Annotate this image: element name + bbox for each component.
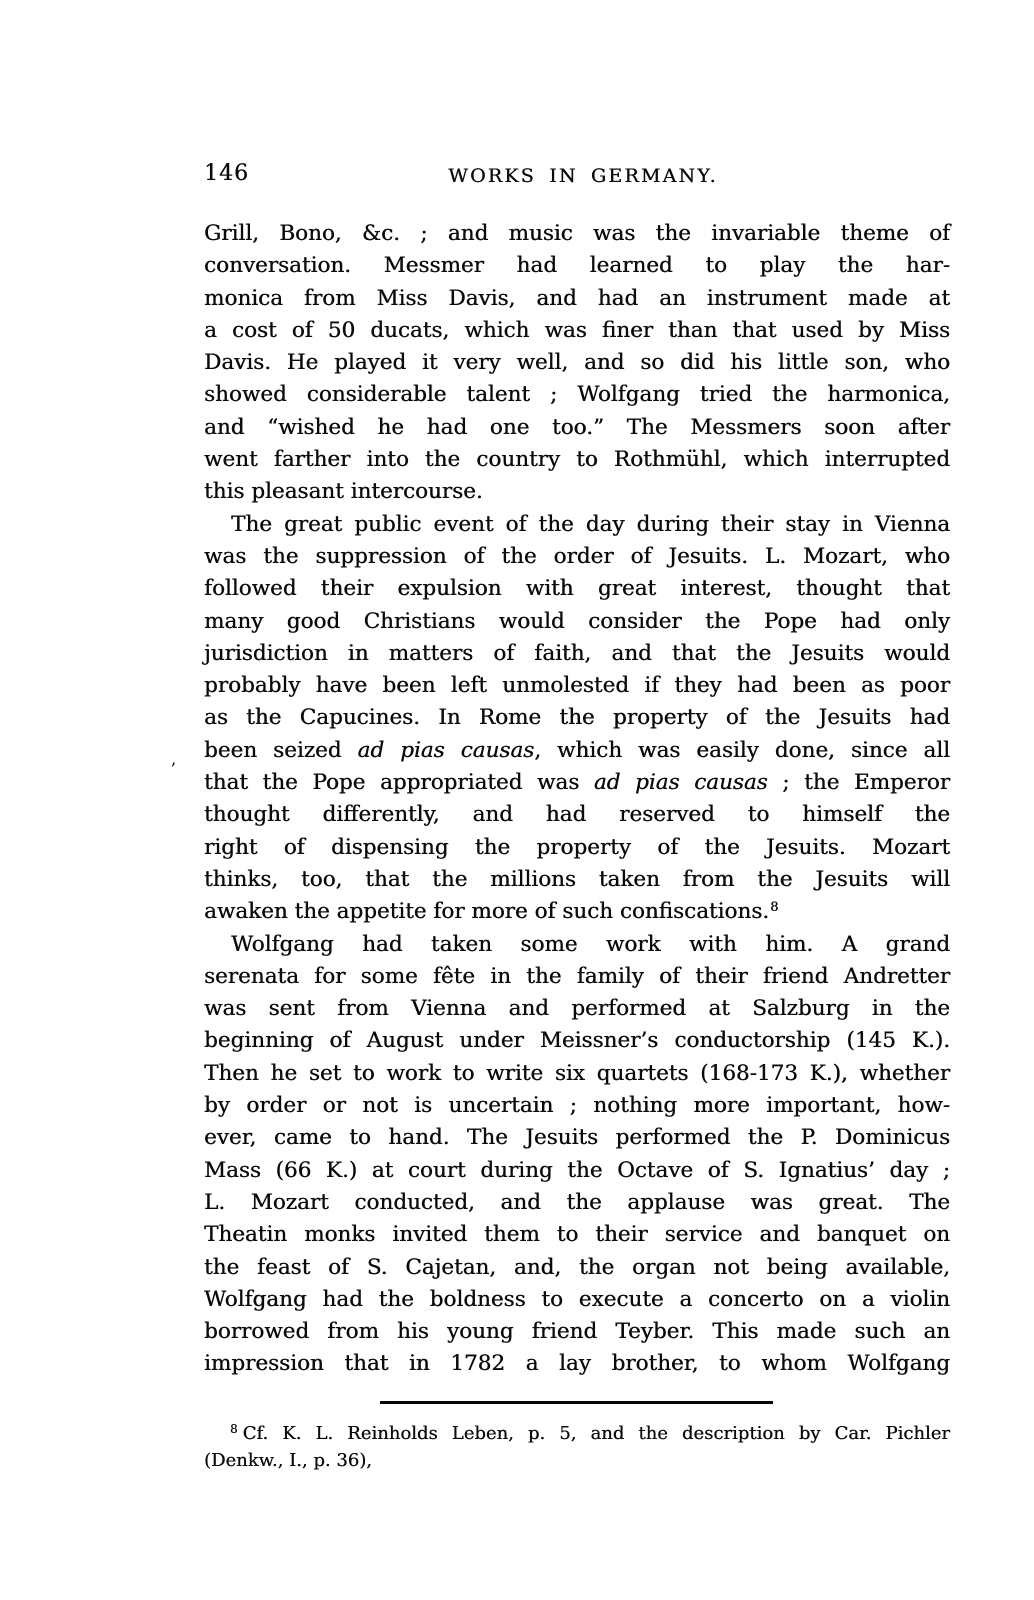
text-line: the feast of S. Cajetan, and, the organ not being available, (204, 1254, 950, 1280)
text-line: many good Christians would consider the Pope had only (204, 608, 950, 634)
text-line: beginning of August under Meissner’s conductorship (145 K.). (204, 1028, 950, 1054)
text-line: probably have been left unmolested if they had been as poor (204, 673, 950, 699)
footnote-separator-rule (380, 1401, 773, 1404)
text-line (204, 735, 950, 767)
text-line: was the suppression of the order of Jesuits. L. Mozart, who (204, 543, 950, 569)
text-line: thought differently, and had reserved to himself the (204, 802, 950, 828)
footnote (204, 1420, 950, 1474)
text-line: this pleasant intercourse. (204, 479, 483, 505)
page-number: 146 (204, 161, 249, 186)
text-segment: ; the Emperor (767, 770, 950, 796)
text-line: right of dispensing the property of the Jesuits. Mozart (204, 834, 950, 860)
latin-phrase-italic: ad pias causas (357, 737, 535, 763)
text-line: followed their expulsion with great interest, thought that (204, 576, 950, 602)
text-segment: that the Pope appropriated was (204, 770, 594, 796)
body-text (204, 218, 950, 1381)
scan-artifact-tick: ʼ (170, 760, 176, 780)
text-line: conversation. Messmer had learned to play the har- (204, 253, 950, 279)
text-line: was sent from Vienna and performed at Salzburg in the (204, 996, 950, 1022)
text-line: showed considerable talent ; Wolfgang tried the harmonica, (204, 382, 950, 408)
text-line: Wolfgang had taken some work with him. A grand (231, 931, 950, 957)
text-line: Grill, Bono, &c. ; and music was the invariable theme of (204, 221, 950, 246)
text-segment: , which was easily done, since all (534, 737, 950, 763)
footnote-text: Cf. K. L. Reinholds Leben, p. 5, and the description by Car. Pichler (242, 1423, 950, 1444)
text-line: jurisdiction in matters of faith, and that the Jesuits would (204, 640, 950, 666)
page-header (204, 160, 950, 190)
text-line: Theatin monks invited them to their service and banquet on (204, 1222, 950, 1248)
text-line: went farther into the country to Rothmühl, which interrupted (204, 447, 950, 473)
text-line: serenata for some fête in the family of their friend Andretter (204, 963, 950, 989)
text-line: a cost of 50 ducats, which was finer than that used by Miss (204, 317, 950, 343)
text-line: thinks, too, that the millions taken from the Jesuits will (204, 866, 950, 892)
footnote-marker: 8 (230, 1422, 238, 1436)
latin-phrase-italic: ad pias causas (593, 770, 768, 796)
text-line: monica from Miss Davis, and had an instrument made at (204, 285, 950, 311)
text-line: as the Capucines. In Rome the property of the Jesuits had (204, 705, 950, 731)
running-title: WORKS IN GERMANY. (448, 165, 718, 187)
footnote-line (204, 1420, 950, 1447)
text-line: Mass (66 K.) at court during the Octave of S. Ignatius’ day ; (204, 1157, 950, 1183)
text-line: impression that in 1782 a lay brother, to whom Wolfgang (204, 1351, 950, 1377)
text-line: borrowed from his young friend Teyber. This made such an (204, 1319, 950, 1345)
text-line: ever, came to hand. The Jesuits performed the P. Dominicus (204, 1125, 950, 1151)
text-line: Then he set to work to write six quartets (168-173 K.), whether (204, 1060, 950, 1086)
text-segment: awaken the appetite for more of such confiscations. (204, 899, 770, 925)
text-line (204, 767, 950, 799)
text-line: L. Mozart conducted, and the applause was great. The (204, 1189, 950, 1215)
text-line (204, 896, 950, 928)
text-line: Davis. He played it very well, and so did his little son, who (204, 350, 950, 376)
text-line: and “wished he had one too.” The Messmers soon after (204, 414, 950, 440)
text-segment: been seized (204, 737, 358, 763)
text-line: The great public event of the day during their stay in Vienna (231, 511, 950, 537)
text-line: by order or not is uncertain ; nothing more important, how- (204, 1093, 950, 1119)
footnote-line: (Denkw., I., p. 36), (204, 1450, 372, 1471)
text-line: Wolfgang had the boldness to execute a concerto on a violin (204, 1286, 950, 1312)
footnote-reference: 8 (770, 900, 779, 916)
